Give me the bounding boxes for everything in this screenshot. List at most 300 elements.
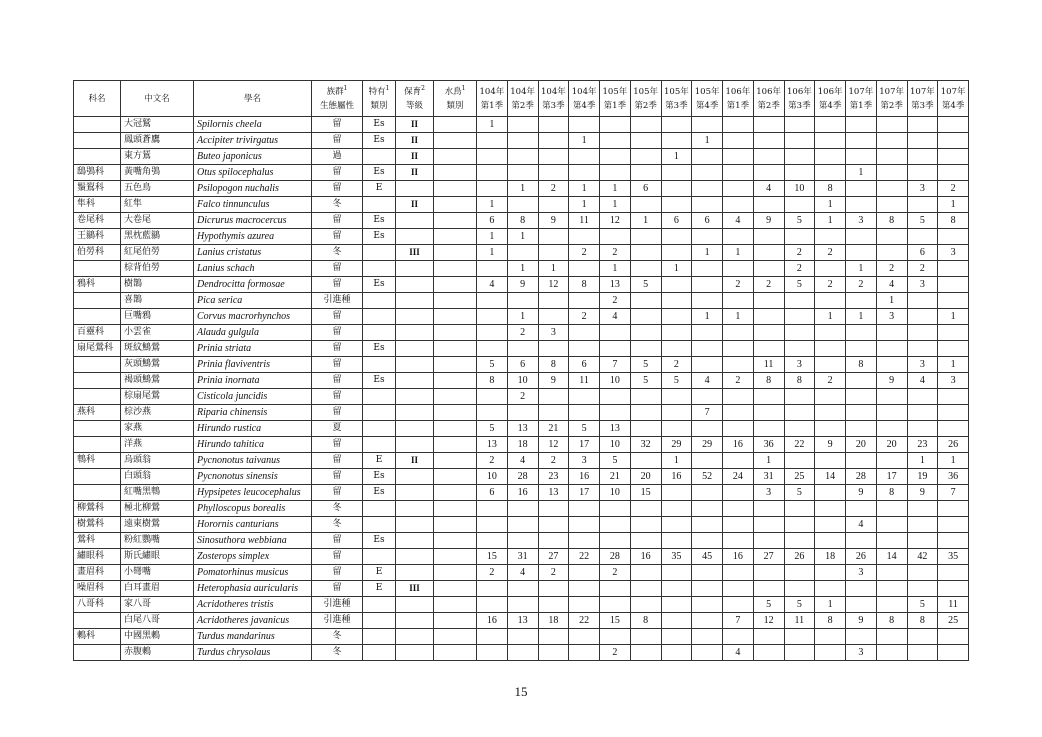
count-cell: 5 <box>569 421 600 437</box>
status-cell: 留 <box>312 405 363 421</box>
count-cell <box>661 389 692 405</box>
conservation-cell <box>396 437 434 453</box>
count-cell <box>938 261 969 277</box>
count-cell <box>600 629 631 645</box>
family-cell <box>74 357 121 373</box>
count-cell: 13 <box>507 613 538 629</box>
count-cell <box>815 629 846 645</box>
chinese-name-cell: 紅嘴黑鵯 <box>121 485 194 501</box>
count-cell <box>723 629 754 645</box>
count-cell: 3 <box>938 245 969 261</box>
count-cell: 2 <box>507 389 538 405</box>
table-row <box>74 581 969 597</box>
conservation-cell <box>396 501 434 517</box>
count-cell <box>784 389 815 405</box>
family-cell: 鵯科 <box>74 453 121 469</box>
count-cell <box>569 533 600 549</box>
conservation-cell <box>396 645 434 661</box>
count-cell: 14 <box>815 469 846 485</box>
scientific-name-cell: Acridotheres tristis <box>194 597 312 613</box>
count-cell <box>661 629 692 645</box>
count-cell <box>600 117 631 133</box>
table-row <box>74 165 969 181</box>
count-cell <box>538 389 569 405</box>
count-cell <box>938 325 969 341</box>
count-cell <box>846 245 877 261</box>
count-cell: 1 <box>569 181 600 197</box>
count-cell: 26 <box>846 549 877 565</box>
endemic-cell: Es <box>363 469 396 485</box>
count-cell <box>477 325 508 341</box>
count-cell: 1 <box>692 245 723 261</box>
count-cell <box>630 117 661 133</box>
scientific-name-cell: Hirundo rustica <box>194 421 312 437</box>
count-cell <box>477 597 508 613</box>
conservation-cell <box>396 213 434 229</box>
conservation-cell: III <box>396 245 434 261</box>
count-cell: 5 <box>784 277 815 293</box>
count-cell: 2 <box>538 565 569 581</box>
count-cell <box>507 629 538 645</box>
family-cell: 八哥科 <box>74 597 121 613</box>
count-cell: 5 <box>907 213 938 229</box>
conservation-cell <box>396 565 434 581</box>
count-cell: 11 <box>753 357 784 373</box>
count-cell: 5 <box>784 213 815 229</box>
table-row <box>74 613 969 629</box>
count-cell <box>846 293 877 309</box>
chinese-name-cell: 紅尾伯勞 <box>121 245 194 261</box>
count-cell <box>723 325 754 341</box>
count-cell <box>784 197 815 213</box>
count-cell <box>846 597 877 613</box>
count-cell: 2 <box>876 261 907 277</box>
count-cell <box>600 597 631 613</box>
count-cell <box>477 309 508 325</box>
count-cell <box>569 597 600 613</box>
family-cell: 伯勞科 <box>74 245 121 261</box>
waterbird-cell <box>434 229 477 245</box>
count-cell: 2 <box>846 277 877 293</box>
count-cell: 1 <box>846 261 877 277</box>
count-cell: 4 <box>876 277 907 293</box>
scientific-name-cell: Turdus chrysolaus <box>194 645 312 661</box>
status-cell: 冬 <box>312 245 363 261</box>
status-cell: 留 <box>312 133 363 149</box>
count-cell <box>815 117 846 133</box>
count-cell: 2 <box>815 373 846 389</box>
conservation-cell <box>396 229 434 245</box>
scientific-name-cell: Spilornis cheela <box>194 117 312 133</box>
count-cell: 3 <box>784 357 815 373</box>
chinese-name-cell: 褐頭鷦鶯 <box>121 373 194 389</box>
family-cell <box>74 469 121 485</box>
endemic-cell <box>363 437 396 453</box>
count-cell <box>907 581 938 597</box>
count-cell <box>630 149 661 165</box>
table-row <box>74 229 969 245</box>
table-row <box>74 597 969 613</box>
count-cell: 17 <box>569 485 600 501</box>
family-cell <box>74 421 121 437</box>
count-cell <box>569 341 600 357</box>
count-cell <box>938 117 969 133</box>
count-cell: 8 <box>907 613 938 629</box>
count-cell: 1 <box>507 229 538 245</box>
count-cell <box>723 181 754 197</box>
count-cell <box>569 229 600 245</box>
scientific-name-cell: Falco tinnunculus <box>194 197 312 213</box>
count-cell <box>630 389 661 405</box>
count-cell <box>876 165 907 181</box>
endemic-cell: E <box>363 453 396 469</box>
count-cell <box>753 501 784 517</box>
conservation-cell: II <box>396 165 434 181</box>
count-cell: 9 <box>846 613 877 629</box>
count-cell <box>538 229 569 245</box>
waterbird-cell <box>434 181 477 197</box>
status-cell: 留 <box>312 325 363 341</box>
table-row <box>74 485 969 501</box>
count-cell <box>846 373 877 389</box>
count-cell: 1 <box>692 133 723 149</box>
count-cell <box>538 197 569 213</box>
count-cell <box>876 597 907 613</box>
count-cell: 2 <box>477 453 508 469</box>
count-cell <box>815 293 846 309</box>
scientific-name-cell: Dendrocitta formosae <box>194 277 312 293</box>
header-period: 107年 第2季 <box>876 81 907 117</box>
count-cell <box>538 517 569 533</box>
family-cell <box>74 149 121 165</box>
chinese-name-cell: 粉紅鸚嘴 <box>121 533 194 549</box>
count-cell <box>630 405 661 421</box>
count-cell <box>815 405 846 421</box>
count-cell <box>692 645 723 661</box>
count-cell <box>477 389 508 405</box>
count-cell: 11 <box>569 373 600 389</box>
count-cell <box>600 149 631 165</box>
chinese-name-cell: 大卷尾 <box>121 213 194 229</box>
count-cell <box>507 405 538 421</box>
endemic-cell <box>363 197 396 213</box>
count-cell <box>692 453 723 469</box>
count-cell <box>784 405 815 421</box>
count-cell <box>938 501 969 517</box>
scientific-name-cell: Psilopogon nuchalis <box>194 181 312 197</box>
count-cell <box>661 501 692 517</box>
table-row <box>74 437 969 453</box>
count-cell: 15 <box>600 613 631 629</box>
chinese-name-cell: 巨嘴鴉 <box>121 309 194 325</box>
count-cell: 12 <box>600 213 631 229</box>
chinese-name-cell: 家燕 <box>121 421 194 437</box>
count-cell: 2 <box>753 277 784 293</box>
count-cell <box>600 501 631 517</box>
table-row <box>74 405 969 421</box>
count-cell: 16 <box>477 613 508 629</box>
count-cell <box>846 197 877 213</box>
chinese-name-cell: 白耳畫眉 <box>121 581 194 597</box>
endemic-cell <box>363 645 396 661</box>
count-cell <box>692 421 723 437</box>
waterbird-cell <box>434 149 477 165</box>
count-cell: 5 <box>477 421 508 437</box>
count-cell <box>630 261 661 277</box>
count-cell: 4 <box>846 517 877 533</box>
family-cell: 百靈科 <box>74 325 121 341</box>
count-cell: 1 <box>815 213 846 229</box>
table-header-row <box>74 81 969 117</box>
count-cell <box>477 165 508 181</box>
table-row <box>74 293 969 309</box>
count-cell <box>784 133 815 149</box>
count-cell: 2 <box>723 277 754 293</box>
count-cell: 12 <box>538 437 569 453</box>
table-row <box>74 533 969 549</box>
scientific-name-cell: Hypothymis azurea <box>194 229 312 245</box>
count-cell <box>784 421 815 437</box>
count-cell: 6 <box>630 181 661 197</box>
chinese-name-cell: 樹鵲 <box>121 277 194 293</box>
count-cell <box>876 149 907 165</box>
family-cell: 鶯科 <box>74 533 121 549</box>
waterbird-cell <box>434 341 477 357</box>
count-cell: 2 <box>569 309 600 325</box>
count-cell <box>661 533 692 549</box>
count-cell <box>846 405 877 421</box>
count-cell <box>569 117 600 133</box>
count-cell <box>753 645 784 661</box>
count-cell <box>815 565 846 581</box>
family-cell: 王鶲科 <box>74 229 121 245</box>
count-cell: 9 <box>815 437 846 453</box>
waterbird-cell <box>434 629 477 645</box>
count-cell <box>876 325 907 341</box>
count-cell <box>815 501 846 517</box>
scientific-name-cell: Pomatorhinus musicus <box>194 565 312 581</box>
count-cell: 5 <box>630 277 661 293</box>
count-cell <box>907 645 938 661</box>
scientific-name-cell: Lanius cristatus <box>194 245 312 261</box>
count-cell <box>876 341 907 357</box>
count-cell <box>477 501 508 517</box>
count-cell <box>600 229 631 245</box>
count-cell <box>630 501 661 517</box>
table-row <box>74 245 969 261</box>
count-cell: 29 <box>661 437 692 453</box>
count-cell: 1 <box>477 117 508 133</box>
header-endemic: 特有$^1$ 類別 <box>363 81 396 117</box>
status-cell: 引進種 <box>312 613 363 629</box>
count-cell: 4 <box>600 309 631 325</box>
count-cell <box>692 149 723 165</box>
endemic-cell: Es <box>363 165 396 181</box>
count-cell <box>600 405 631 421</box>
count-cell <box>507 245 538 261</box>
count-cell <box>815 149 846 165</box>
scientific-name-cell: Alauda gulgula <box>194 325 312 341</box>
count-cell: 2 <box>938 181 969 197</box>
count-cell <box>784 325 815 341</box>
count-cell <box>569 501 600 517</box>
count-cell: 7 <box>723 613 754 629</box>
count-cell: 1 <box>477 245 508 261</box>
waterbird-cell <box>434 421 477 437</box>
count-cell: 6 <box>477 485 508 501</box>
scientific-name-cell: Prinia inornata <box>194 373 312 389</box>
count-cell <box>630 581 661 597</box>
chinese-name-cell: 斑紋鷦鶯 <box>121 341 194 357</box>
count-cell <box>477 149 508 165</box>
scientific-name-cell: Turdus mandarinus <box>194 629 312 645</box>
count-cell <box>630 197 661 213</box>
count-cell <box>692 229 723 245</box>
count-cell: 2 <box>600 245 631 261</box>
family-cell: 燕科 <box>74 405 121 421</box>
count-cell <box>692 341 723 357</box>
header-group: 族群$^1$ 生態屬性 <box>312 81 363 117</box>
count-cell <box>784 165 815 181</box>
count-cell <box>876 181 907 197</box>
count-cell: 19 <box>907 469 938 485</box>
chinese-name-cell: 棕扇尾鶯 <box>121 389 194 405</box>
endemic-cell <box>363 517 396 533</box>
count-cell <box>507 341 538 357</box>
count-cell: 13 <box>477 437 508 453</box>
count-cell: 3 <box>569 453 600 469</box>
status-cell: 留 <box>312 117 363 133</box>
count-cell <box>846 325 877 341</box>
endemic-cell: Es <box>363 229 396 245</box>
count-cell: 5 <box>907 597 938 613</box>
count-cell: 1 <box>477 229 508 245</box>
count-cell <box>661 197 692 213</box>
count-cell <box>661 229 692 245</box>
header-period: 106年 第2季 <box>753 81 784 117</box>
count-cell <box>507 165 538 181</box>
header-period: 104年 第4季 <box>569 81 600 117</box>
count-cell: 1 <box>507 309 538 325</box>
count-cell <box>876 453 907 469</box>
family-cell: 繡眼科 <box>74 549 121 565</box>
count-cell <box>507 197 538 213</box>
count-cell: 6 <box>507 357 538 373</box>
count-cell <box>538 597 569 613</box>
count-cell: 1 <box>538 261 569 277</box>
count-cell <box>723 565 754 581</box>
header-period: 107年 第1季 <box>846 81 877 117</box>
count-cell <box>907 405 938 421</box>
conservation-cell <box>396 549 434 565</box>
family-cell: 卷尾科 <box>74 213 121 229</box>
count-cell <box>723 341 754 357</box>
count-cell: 1 <box>661 453 692 469</box>
header-period: 107年 第4季 <box>938 81 969 117</box>
count-cell <box>784 453 815 469</box>
endemic-cell <box>363 421 396 437</box>
count-cell: 13 <box>507 421 538 437</box>
count-cell <box>538 341 569 357</box>
header-period: 105年 第1季 <box>600 81 631 117</box>
count-cell <box>846 133 877 149</box>
chinese-name-cell: 鳳頭蒼鷹 <box>121 133 194 149</box>
count-cell <box>753 517 784 533</box>
count-cell <box>723 293 754 309</box>
count-cell <box>815 421 846 437</box>
waterbird-cell <box>434 501 477 517</box>
family-cell <box>74 261 121 277</box>
waterbird-cell <box>434 581 477 597</box>
count-cell <box>477 629 508 645</box>
count-cell: 9 <box>507 277 538 293</box>
count-cell <box>938 389 969 405</box>
chinese-name-cell: 黑枕藍鶲 <box>121 229 194 245</box>
scientific-name-cell: Hypsipetes leucocephalus <box>194 485 312 501</box>
status-cell: 夏 <box>312 421 363 437</box>
count-cell <box>692 389 723 405</box>
count-cell <box>938 517 969 533</box>
count-cell: 8 <box>477 373 508 389</box>
table-row <box>74 357 969 373</box>
count-cell <box>507 645 538 661</box>
status-cell: 留 <box>312 277 363 293</box>
count-cell <box>507 581 538 597</box>
count-cell <box>477 181 508 197</box>
count-cell <box>630 309 661 325</box>
count-cell <box>538 133 569 149</box>
count-cell: 3 <box>538 325 569 341</box>
scientific-name-cell: Lanius schach <box>194 261 312 277</box>
chinese-name-cell: 遠東樹鶯 <box>121 517 194 533</box>
header-period: 105年 第2季 <box>630 81 661 117</box>
count-cell: 23 <box>538 469 569 485</box>
count-cell: 8 <box>784 373 815 389</box>
count-cell: 10 <box>600 373 631 389</box>
family-cell <box>74 133 121 149</box>
family-cell: 鶇科 <box>74 629 121 645</box>
status-cell: 留 <box>312 389 363 405</box>
family-cell: 柳鶯科 <box>74 501 121 517</box>
count-cell: 26 <box>938 437 969 453</box>
count-cell <box>938 229 969 245</box>
count-cell <box>723 261 754 277</box>
count-cell <box>938 565 969 581</box>
count-cell: 36 <box>753 437 784 453</box>
count-cell <box>692 293 723 309</box>
count-cell <box>938 133 969 149</box>
count-cell <box>907 501 938 517</box>
table-row <box>74 565 969 581</box>
count-cell <box>507 133 538 149</box>
count-cell <box>538 405 569 421</box>
family-cell: 畫眉科 <box>74 565 121 581</box>
count-cell: 3 <box>907 357 938 373</box>
count-cell <box>538 309 569 325</box>
count-cell: 11 <box>569 213 600 229</box>
count-cell: 1 <box>569 133 600 149</box>
family-cell: 噪眉科 <box>74 581 121 597</box>
count-cell: 35 <box>938 549 969 565</box>
count-cell: 1 <box>507 261 538 277</box>
count-cell: 2 <box>477 565 508 581</box>
scientific-name-cell: Phylloscopus borealis <box>194 501 312 517</box>
count-cell <box>661 421 692 437</box>
count-cell: 3 <box>876 309 907 325</box>
conservation-cell: II <box>396 453 434 469</box>
count-cell: 13 <box>538 485 569 501</box>
header-waterbird: 水鳥$^1$ 類別 <box>434 81 477 117</box>
